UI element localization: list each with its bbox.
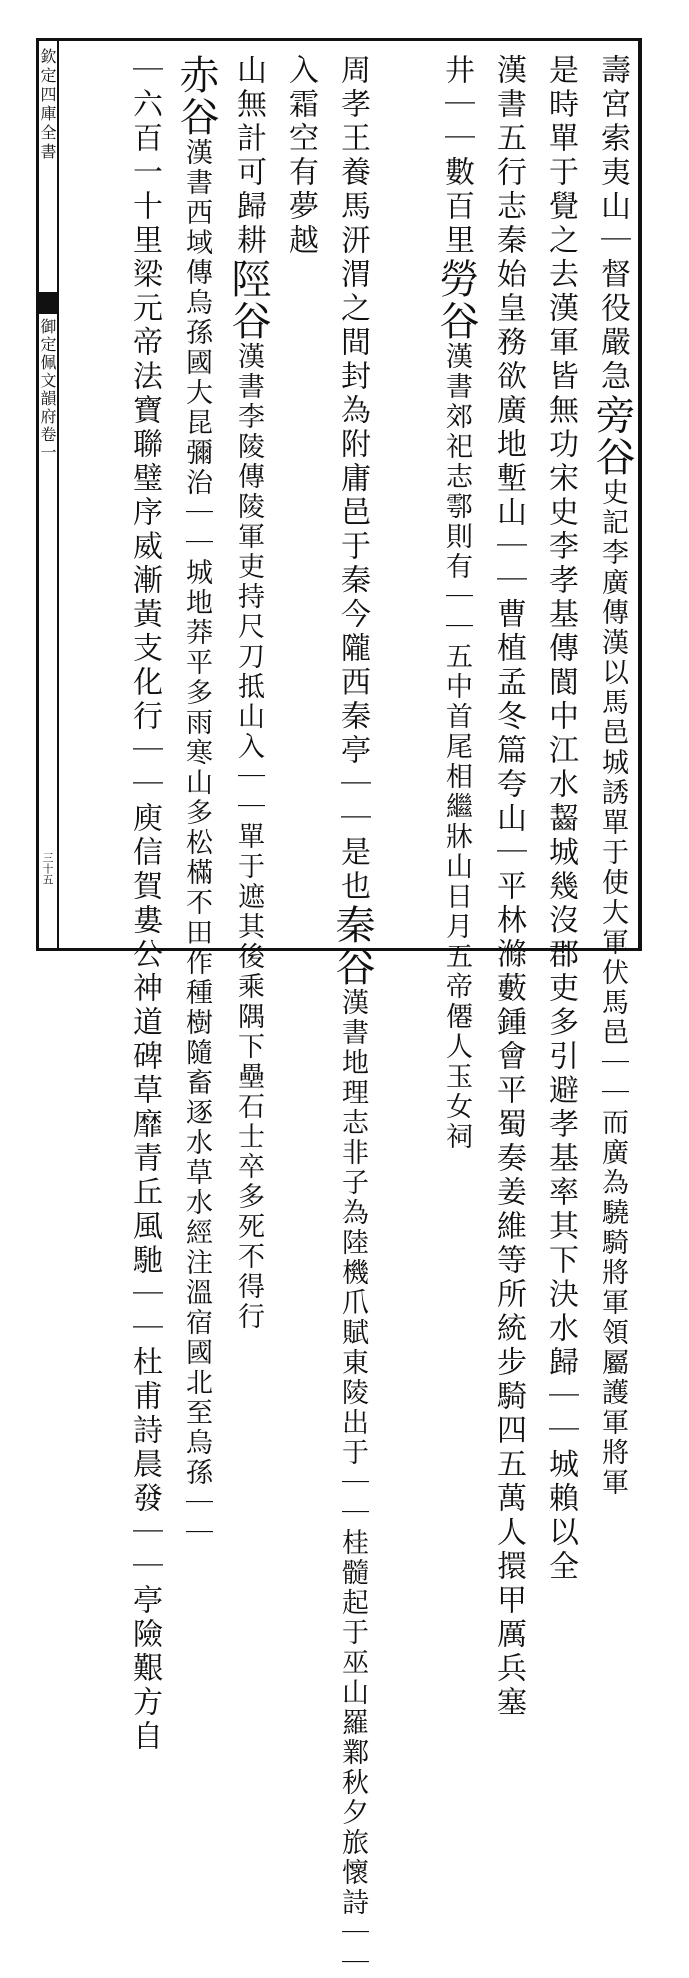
- column-text: 壽宮索夷山｜督役嚴急: [595, 54, 630, 394]
- column-text: 入霜空有夢越: [283, 54, 318, 258]
- text-column-4: [430, 54, 482, 1152]
- frame-top-rule: [36, 38, 640, 41]
- column-text: 是時單于覺之去漢軍皆無功宋史李孝基傳閬中江水齧城幾沒郡吏多引避孝基率其下決水歸｜｜城賴以全: [543, 54, 578, 1584]
- entry-heading: 勞谷: [433, 258, 479, 342]
- frame-right-rule: [638, 38, 642, 951]
- entry-heading: 旁谷: [589, 394, 635, 478]
- entry-heading: 赤谷: [173, 54, 219, 138]
- fish-tail-mark: [38, 292, 59, 314]
- volume-number: 卷一: [38, 426, 57, 462]
- column-text: 山無計可歸耕: [231, 54, 266, 258]
- margin-volume-title: [38, 318, 57, 462]
- entry-text: 漢書郊祀志鄠則有｜｜五中首尾相繼牀山日月五帝僊人玉女祠: [441, 342, 472, 1152]
- column-text: 井｜｜數百里: [439, 54, 474, 258]
- entry-heading: 秦谷: [329, 904, 375, 988]
- text-column-8: [222, 54, 274, 1332]
- text-column-10: [118, 54, 170, 1754]
- entry-text: 漢書地理志非子為陸機爪賦東陵出于｜｜桂髓起于巫山羅鄴秋夕旅懷詩｜｜: [337, 988, 368, 1978]
- text-column-5: [378, 54, 430, 940]
- page-number: 三十五: [41, 852, 54, 885]
- column-text: 周孝王養馬汧渭之間封為附庸邑于秦今隴西秦亭｜｜是也: [335, 54, 370, 904]
- text-column-11: [66, 54, 118, 940]
- frame-left-rule: [36, 38, 39, 951]
- margin-divider: [57, 41, 59, 948]
- column-text: 漢書五行志秦始皇務欲廣地塹山｜｜曹植孟冬篇夸山｜平林滌藪鍾會平蜀奏姜維等所統步騎四五萬人擐甲厲兵塞: [491, 54, 526, 1720]
- text-column-9: [170, 54, 222, 1548]
- entry-text: 漢書李陵傳陵軍吏持尺刀抵山入｜｜單于遮其後乘隅下壘石士卒多死不得行: [233, 342, 264, 1332]
- text-column-2: [534, 54, 586, 1584]
- entry-heading: 陘谷: [225, 258, 271, 342]
- entry-text: 史記李廣傳漢以馬邑城誘單于使大軍伏馬邑｜｜而廣為驍騎將軍領屬護軍將軍: [597, 478, 628, 1498]
- text-column-3: [482, 54, 534, 1720]
- entry-text: 漢書西域傳烏孫國大昆彌治｜｜城地莽平多雨寒山多松樠不田作種樹隨畜逐水草水經注溫宿國北至烏孫｜｜: [181, 138, 212, 1548]
- text-column-7: [274, 54, 326, 940]
- volume-title-text: 御定佩文韻府: [38, 318, 57, 426]
- margin-book-title: 欽定四庫全書: [38, 48, 57, 162]
- text-column-6: [326, 54, 378, 1978]
- text-column-1: [586, 54, 638, 1498]
- column-text: ｜六百一十里梁元帝法寶聯璧序威漸黃支化行｜｜庾信賀婁公神道碑草靡青丘風馳｜｜杜甫詩晨發｜｜亭險艱方自: [127, 54, 162, 1754]
